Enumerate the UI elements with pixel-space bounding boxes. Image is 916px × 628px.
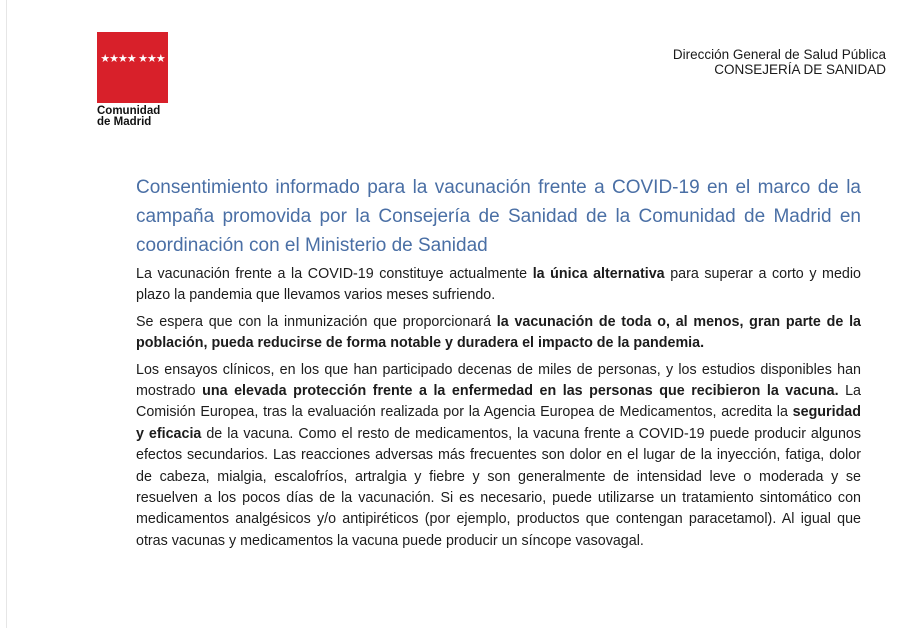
document-title: Consentimiento informado para la vacunación frente a COVID-19 en el marco de la campaña promovida por la Consejería de Sanidad de la Comunidad de Madrid en coordinación con el Ministerio de Sanidad [136,177,861,256]
page-edge-divider [6,0,7,628]
paragraph-3-text-a: Los ensayos clínicos, en los que han participado decenas de miles de personas, y los estudios disponibles han mostrado [136,361,861,400]
paragraph-3 [136,360,861,553]
paragraph-1-text-a: La vacunación frente a la COVID-19 constituye actualmente [136,266,533,282]
document-body [136,264,861,557]
department-name: Dirección General de Salud Pública [672,47,886,62]
paragraph-1-text-c: para superar a corto y medio plazo la pandemia que llevamos varios meses sufriendo. [136,266,861,304]
paragraph-3-bold-1: una elevada protección frente a la enfermedad en las personas que recibieron la vacuna. [202,383,839,400]
comunidad-de-madrid-logo [97,32,171,128]
department-header [673,47,886,77]
logo-stars-icon: ★★★★ ★★★ [100,52,165,65]
logo-red-square [97,32,168,103]
paragraph-2 [136,312,861,355]
ministry-name: CONSEJERÍA DE SANIDAD [714,62,886,77]
paragraph-2-text-a: Se espera que con la inmunización que proporcionará [136,313,497,330]
paragraph-3-bold-2: seguridad y eficacia [136,404,861,442]
paragraph-1 [136,264,861,307]
logo-text-line1: Comunidad [97,105,161,117]
paragraph-2-bold: la vacunación de toda o, al menos, gran parte de la población, pueda reducirse de forma notable y duradera el impacto de la pandemia. [136,313,861,352]
paragraph-3-text-e: de la vacuna. Como el resto de medicamentos, la vacuna frente a COVID-19 puede producir algunos efectos secundarios. Las reacciones adversas más frecuentes son dolor en el lugar de la inyección, fatiga, dolor de cabeza, mialgia, escalofríos, artralgia y fiebre y son generalmente de intensidad leve o moderada y se resuelven a los pocos días de la vacunación. Si es necesario, puede utilizarse un tratamiento sintomático con medicamentos analgésicos y/o antipiréticos (por ejemplo, productos que contengan paracetamol). Al igual que otras vacunas y medicamentos la vacuna puede producir un síncope vasovagal. [136,425,861,549]
logo-text [97,106,171,128]
logo-text-line2: de Madrid [97,116,152,128]
paragraph-1-bold: la única alternativa [532,266,665,282]
paragraph-3-text-c: La Comisión Europea, tras la evaluación realizada por la Agencia Europea de Medicamentos, acredita la [136,383,862,421]
